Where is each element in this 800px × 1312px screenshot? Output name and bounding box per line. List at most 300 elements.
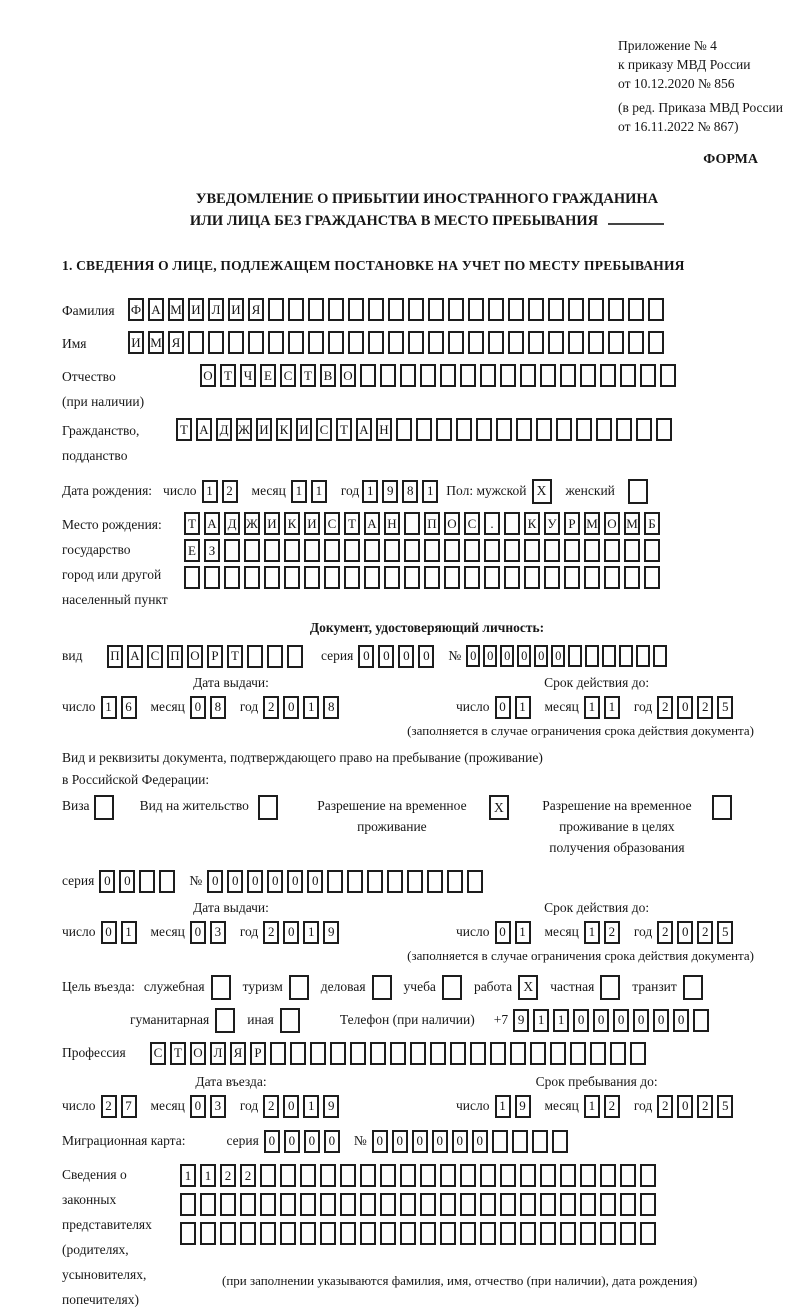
char-cell[interactable]: О [340, 364, 356, 387]
char-cell[interactable] [300, 1193, 316, 1216]
char-cell[interactable] [304, 539, 320, 562]
char-cell[interactable]: 0 [677, 1095, 693, 1118]
char-cell[interactable] [532, 1130, 548, 1153]
char-cell[interactable]: Е [184, 539, 200, 562]
char-cell[interactable] [450, 1042, 466, 1065]
char-cell[interactable] [548, 298, 564, 321]
char-cell[interactable] [456, 418, 472, 441]
char-cell[interactable] [520, 1222, 536, 1245]
char-cell[interactable] [400, 1164, 416, 1187]
char-cell[interactable] [580, 1222, 596, 1245]
visa-checkbox[interactable] [94, 795, 114, 820]
char-cell[interactable] [350, 1042, 366, 1065]
char-cell[interactable] [427, 870, 443, 893]
char-cell[interactable] [624, 539, 640, 562]
char-cell[interactable]: 0 [307, 870, 323, 893]
char-cell[interactable]: 0 [432, 1130, 448, 1153]
char-cell[interactable]: Т [300, 364, 316, 387]
char-cell[interactable] [228, 331, 244, 354]
char-cell[interactable] [300, 1164, 316, 1187]
char-cell[interactable]: Л [208, 298, 224, 321]
char-cell[interactable] [390, 1042, 406, 1065]
char-cell[interactable]: 2 [263, 1095, 279, 1118]
char-cell[interactable]: 2 [222, 480, 238, 503]
char-cell[interactable] [400, 1193, 416, 1216]
char-cell[interactable]: 2 [657, 921, 673, 944]
char-cell[interactable] [560, 1222, 576, 1245]
char-cell[interactable]: С [147, 645, 163, 668]
char-cell[interactable] [540, 1164, 556, 1187]
char-cell[interactable]: О [444, 512, 460, 535]
char-cell[interactable]: 5 [717, 921, 733, 944]
char-cell[interactable]: Ф [128, 298, 144, 321]
char-cell[interactable]: 0 [358, 645, 374, 668]
char-cell[interactable]: К [284, 512, 300, 535]
char-cell[interactable]: 0 [267, 870, 283, 893]
char-cell[interactable]: 0 [304, 1130, 320, 1153]
char-cell[interactable] [328, 331, 344, 354]
char-cell[interactable] [520, 1164, 536, 1187]
char-cell[interactable]: 9 [323, 1095, 339, 1118]
char-cell[interactable]: 2 [263, 696, 279, 719]
char-cell[interactable] [468, 331, 484, 354]
residence-permit-checkbox[interactable] [258, 795, 278, 820]
sex-female-checkbox[interactable] [628, 479, 648, 504]
char-cell[interactable]: 2 [220, 1164, 236, 1187]
char-cell[interactable]: 0 [613, 1009, 629, 1032]
char-cell[interactable] [500, 1193, 516, 1216]
char-cell[interactable]: А [364, 512, 380, 535]
char-cell[interactable] [344, 539, 360, 562]
char-cell[interactable] [364, 566, 380, 589]
char-cell[interactable]: И [228, 298, 244, 321]
char-cell[interactable] [280, 1193, 296, 1216]
char-cell[interactable]: 0 [372, 1130, 388, 1153]
char-cell[interactable] [408, 298, 424, 321]
char-cell[interactable] [480, 1164, 496, 1187]
char-cell[interactable]: Т [336, 418, 352, 441]
char-cell[interactable] [560, 1193, 576, 1216]
char-cell[interactable]: 0 [99, 870, 115, 893]
char-cell[interactable] [407, 870, 423, 893]
char-cell[interactable] [380, 1193, 396, 1216]
char-cell[interactable]: Ж [236, 418, 252, 441]
char-cell[interactable] [368, 298, 384, 321]
char-cell[interactable]: 0 [283, 696, 299, 719]
char-cell[interactable] [568, 645, 582, 667]
char-cell[interactable] [530, 1042, 546, 1065]
char-cell[interactable]: С [464, 512, 480, 535]
char-cell[interactable]: 0 [227, 870, 243, 893]
char-cell[interactable] [602, 645, 616, 667]
char-cell[interactable] [630, 1042, 646, 1065]
char-cell[interactable]: Я [248, 298, 264, 321]
char-cell[interactable]: 2 [697, 1095, 713, 1118]
char-cell[interactable]: М [584, 512, 600, 535]
char-cell[interactable]: 0 [207, 870, 223, 893]
char-cell[interactable] [370, 1042, 386, 1065]
char-cell[interactable]: 0 [551, 645, 565, 667]
char-cell[interactable] [656, 418, 672, 441]
char-cell[interactable] [308, 331, 324, 354]
char-cell[interactable]: З [204, 539, 220, 562]
char-cell[interactable]: М [168, 298, 184, 321]
char-cell[interactable]: 1 [202, 480, 218, 503]
char-cell[interactable] [340, 1164, 356, 1187]
char-cell[interactable] [476, 418, 492, 441]
char-cell[interactable] [420, 1193, 436, 1216]
char-cell[interactable] [608, 298, 624, 321]
char-cell[interactable]: 2 [657, 696, 673, 719]
char-cell[interactable]: А [127, 645, 143, 668]
purpose-transit-checkbox[interactable] [683, 975, 703, 1000]
char-cell[interactable]: А [204, 512, 220, 535]
char-cell[interactable]: Р [564, 512, 580, 535]
char-cell[interactable] [347, 870, 363, 893]
char-cell[interactable]: 0 [247, 870, 263, 893]
char-cell[interactable] [244, 539, 260, 562]
char-cell[interactable]: 0 [677, 921, 693, 944]
char-cell[interactable] [588, 298, 604, 321]
char-cell[interactable] [544, 566, 560, 589]
char-cell[interactable]: П [107, 645, 123, 668]
char-cell[interactable] [508, 331, 524, 354]
char-cell[interactable] [424, 566, 440, 589]
sex-male-checkbox[interactable]: X [532, 479, 552, 504]
char-cell[interactable] [387, 870, 403, 893]
char-cell[interactable]: 0 [472, 1130, 488, 1153]
char-cell[interactable] [404, 566, 420, 589]
char-cell[interactable] [320, 1222, 336, 1245]
char-cell[interactable] [584, 566, 600, 589]
char-cell[interactable] [280, 1222, 296, 1245]
char-cell[interactable]: . [484, 512, 500, 535]
char-cell[interactable] [400, 1222, 416, 1245]
char-cell[interactable] [480, 1222, 496, 1245]
char-cell[interactable]: 1 [291, 480, 307, 503]
char-cell[interactable]: С [316, 418, 332, 441]
char-cell[interactable] [320, 1193, 336, 1216]
char-cell[interactable]: Н [376, 418, 392, 441]
char-cell[interactable] [430, 1042, 446, 1065]
char-cell[interactable] [304, 566, 320, 589]
char-cell[interactable]: 0 [412, 1130, 428, 1153]
char-cell[interactable] [510, 1042, 526, 1065]
char-cell[interactable] [636, 418, 652, 441]
char-cell[interactable] [360, 364, 376, 387]
char-cell[interactable] [568, 331, 584, 354]
char-cell[interactable]: С [324, 512, 340, 535]
char-cell[interactable]: 1 [553, 1009, 569, 1032]
char-cell[interactable] [640, 1222, 656, 1245]
char-cell[interactable]: Т [220, 364, 236, 387]
char-cell[interactable] [284, 539, 300, 562]
char-cell[interactable] [420, 1164, 436, 1187]
char-cell[interactable]: И [188, 298, 204, 321]
char-cell[interactable] [480, 1193, 496, 1216]
char-cell[interactable]: Н [384, 512, 400, 535]
char-cell[interactable] [644, 539, 660, 562]
char-cell[interactable] [556, 418, 572, 441]
temp-residence-education-checkbox[interactable] [712, 795, 732, 820]
char-cell[interactable] [628, 298, 644, 321]
char-cell[interactable] [408, 331, 424, 354]
char-cell[interactable] [330, 1042, 346, 1065]
char-cell[interactable]: 0 [495, 921, 511, 944]
char-cell[interactable] [580, 1193, 596, 1216]
char-cell[interactable] [424, 539, 440, 562]
char-cell[interactable] [444, 566, 460, 589]
char-cell[interactable]: 5 [717, 696, 733, 719]
char-cell[interactable]: Р [207, 645, 223, 668]
char-cell[interactable]: Т [176, 418, 192, 441]
char-cell[interactable]: Ч [240, 364, 256, 387]
char-cell[interactable]: 7 [121, 1095, 137, 1118]
char-cell[interactable]: А [196, 418, 212, 441]
char-cell[interactable] [224, 539, 240, 562]
char-cell[interactable] [524, 539, 540, 562]
char-cell[interactable]: 1 [495, 1095, 511, 1118]
char-cell[interactable] [240, 1193, 256, 1216]
char-cell[interactable]: 0 [573, 1009, 589, 1032]
char-cell[interactable]: П [424, 512, 440, 535]
char-cell[interactable]: П [167, 645, 183, 668]
char-cell[interactable]: Р [250, 1042, 266, 1065]
char-cell[interactable] [184, 566, 200, 589]
char-cell[interactable]: 0 [418, 645, 434, 668]
char-cell[interactable]: 1 [180, 1164, 196, 1187]
char-cell[interactable]: 2 [604, 1095, 620, 1118]
char-cell[interactable]: 0 [633, 1009, 649, 1032]
char-cell[interactable]: К [276, 418, 292, 441]
char-cell[interactable]: 8 [323, 696, 339, 719]
char-cell[interactable]: 6 [121, 696, 137, 719]
char-cell[interactable] [260, 1193, 276, 1216]
char-cell[interactable]: 0 [593, 1009, 609, 1032]
char-cell[interactable]: 2 [697, 696, 713, 719]
char-cell[interactable] [384, 539, 400, 562]
char-cell[interactable]: 0 [398, 645, 414, 668]
char-cell[interactable]: 0 [190, 1095, 206, 1118]
char-cell[interactable] [367, 870, 383, 893]
char-cell[interactable] [324, 566, 340, 589]
char-cell[interactable] [524, 566, 540, 589]
char-cell[interactable]: 1 [311, 480, 327, 503]
char-cell[interactable] [528, 298, 544, 321]
char-cell[interactable] [220, 1222, 236, 1245]
char-cell[interactable] [404, 512, 420, 535]
char-cell[interactable] [404, 539, 420, 562]
char-cell[interactable]: 0 [287, 870, 303, 893]
char-cell[interactable] [180, 1193, 196, 1216]
char-cell[interactable]: 3 [210, 1095, 226, 1118]
char-cell[interactable] [492, 1130, 508, 1153]
char-cell[interactable] [620, 1193, 636, 1216]
char-cell[interactable]: С [280, 364, 296, 387]
char-cell[interactable] [224, 566, 240, 589]
char-cell[interactable] [159, 870, 175, 893]
char-cell[interactable] [548, 331, 564, 354]
char-cell[interactable]: Б [644, 512, 660, 535]
char-cell[interactable]: И [296, 418, 312, 441]
char-cell[interactable] [327, 870, 343, 893]
char-cell[interactable] [240, 1222, 256, 1245]
char-cell[interactable] [460, 1222, 476, 1245]
char-cell[interactable]: Ж [244, 512, 260, 535]
char-cell[interactable] [504, 539, 520, 562]
char-cell[interactable] [600, 364, 616, 387]
char-cell[interactable]: 9 [323, 921, 339, 944]
char-cell[interactable] [388, 331, 404, 354]
char-cell[interactable] [520, 364, 536, 387]
char-cell[interactable] [600, 1222, 616, 1245]
char-cell[interactable] [660, 364, 676, 387]
char-cell[interactable] [600, 1164, 616, 1187]
char-cell[interactable] [588, 331, 604, 354]
char-cell[interactable] [540, 1193, 556, 1216]
char-cell[interactable]: 1 [200, 1164, 216, 1187]
char-cell[interactable] [388, 298, 404, 321]
char-cell[interactable]: 1 [584, 1095, 600, 1118]
char-cell[interactable]: 0 [483, 645, 497, 667]
char-cell[interactable]: Т [184, 512, 200, 535]
char-cell[interactable]: 1 [584, 696, 600, 719]
char-cell[interactable] [488, 331, 504, 354]
char-cell[interactable]: 1 [422, 480, 438, 503]
char-cell[interactable] [636, 645, 650, 667]
char-cell[interactable] [448, 331, 464, 354]
char-cell[interactable] [428, 331, 444, 354]
char-cell[interactable]: 0 [534, 645, 548, 667]
char-cell[interactable]: Л [210, 1042, 226, 1065]
char-cell[interactable] [604, 539, 620, 562]
char-cell[interactable]: О [187, 645, 203, 668]
char-cell[interactable]: 0 [452, 1130, 468, 1153]
char-cell[interactable] [324, 539, 340, 562]
char-cell[interactable] [440, 1222, 456, 1245]
char-cell[interactable] [440, 1164, 456, 1187]
char-cell[interactable]: 2 [657, 1095, 673, 1118]
char-cell[interactable]: Е [260, 364, 276, 387]
char-cell[interactable] [288, 331, 304, 354]
purpose-business-checkbox[interactable] [372, 975, 392, 1000]
char-cell[interactable] [653, 645, 667, 667]
char-cell[interactable]: 2 [263, 921, 279, 944]
char-cell[interactable] [440, 364, 456, 387]
char-cell[interactable] [600, 1193, 616, 1216]
char-cell[interactable] [550, 1042, 566, 1065]
char-cell[interactable] [608, 331, 624, 354]
char-cell[interactable] [208, 331, 224, 354]
char-cell[interactable]: 9 [382, 480, 398, 503]
temp-residence-checkbox[interactable]: X [489, 795, 509, 820]
char-cell[interactable]: 0 [495, 696, 511, 719]
char-cell[interactable]: 1 [362, 480, 378, 503]
char-cell[interactable] [320, 1164, 336, 1187]
char-cell[interactable]: У [544, 512, 560, 535]
char-cell[interactable] [640, 364, 656, 387]
char-cell[interactable]: 0 [119, 870, 135, 893]
char-cell[interactable] [504, 566, 520, 589]
purpose-tourism-checkbox[interactable] [289, 975, 309, 1000]
char-cell[interactable]: 1 [121, 921, 137, 944]
char-cell[interactable] [180, 1222, 196, 1245]
char-cell[interactable]: К [524, 512, 540, 535]
char-cell[interactable]: 0 [283, 921, 299, 944]
char-cell[interactable] [460, 1164, 476, 1187]
char-cell[interactable] [648, 298, 664, 321]
char-cell[interactable] [496, 418, 512, 441]
char-cell[interactable] [348, 331, 364, 354]
char-cell[interactable] [384, 566, 400, 589]
char-cell[interactable] [200, 1222, 216, 1245]
char-cell[interactable] [620, 1222, 636, 1245]
char-cell[interactable]: 1 [303, 696, 319, 719]
char-cell[interactable] [628, 331, 644, 354]
char-cell[interactable] [584, 539, 600, 562]
char-cell[interactable] [264, 566, 280, 589]
char-cell[interactable] [484, 539, 500, 562]
char-cell[interactable]: Д [216, 418, 232, 441]
char-cell[interactable] [420, 1222, 436, 1245]
char-cell[interactable]: 0 [264, 1130, 280, 1153]
char-cell[interactable] [590, 1042, 606, 1065]
char-cell[interactable] [512, 1130, 528, 1153]
char-cell[interactable] [624, 566, 640, 589]
char-cell[interactable]: М [148, 331, 164, 354]
char-cell[interactable] [360, 1193, 376, 1216]
char-cell[interactable]: 1 [101, 696, 117, 719]
char-cell[interactable] [580, 1164, 596, 1187]
char-cell[interactable] [540, 1222, 556, 1245]
char-cell[interactable] [380, 1164, 396, 1187]
char-cell[interactable] [644, 566, 660, 589]
char-cell[interactable] [270, 1042, 286, 1065]
char-cell[interactable]: Т [227, 645, 243, 668]
char-cell[interactable] [460, 364, 476, 387]
char-cell[interactable] [616, 418, 632, 441]
char-cell[interactable]: 1 [604, 696, 620, 719]
char-cell[interactable]: 0 [677, 696, 693, 719]
char-cell[interactable]: О [190, 1042, 206, 1065]
char-cell[interactable]: 1 [533, 1009, 549, 1032]
char-cell[interactable] [348, 298, 364, 321]
char-cell[interactable]: Я [168, 331, 184, 354]
char-cell[interactable]: 9 [513, 1009, 529, 1032]
char-cell[interactable]: 2 [697, 921, 713, 944]
char-cell[interactable]: 0 [466, 645, 480, 667]
char-cell[interactable] [500, 1164, 516, 1187]
char-cell[interactable] [585, 645, 599, 667]
char-cell[interactable] [400, 364, 416, 387]
char-cell[interactable] [552, 1130, 568, 1153]
char-cell[interactable]: И [264, 512, 280, 535]
char-cell[interactable] [447, 870, 463, 893]
char-cell[interactable] [267, 645, 283, 668]
char-cell[interactable] [247, 645, 263, 668]
char-cell[interactable]: Т [170, 1042, 186, 1065]
char-cell[interactable] [516, 418, 532, 441]
char-cell[interactable]: 0 [392, 1130, 408, 1153]
char-cell[interactable] [436, 418, 452, 441]
char-cell[interactable] [310, 1042, 326, 1065]
char-cell[interactable] [244, 566, 260, 589]
char-cell[interactable] [564, 566, 580, 589]
char-cell[interactable] [560, 364, 576, 387]
char-cell[interactable] [648, 331, 664, 354]
char-cell[interactable] [288, 298, 304, 321]
char-cell[interactable] [220, 1193, 236, 1216]
